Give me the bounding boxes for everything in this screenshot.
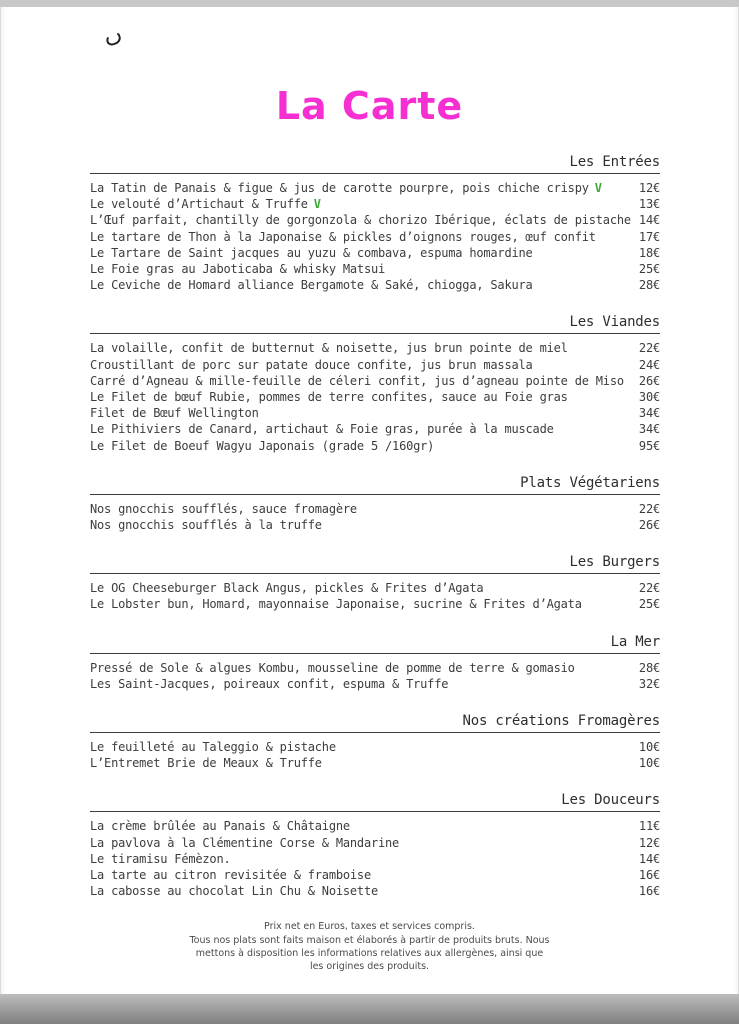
scan-edge-bottom — [0, 994, 739, 1024]
menu-item — [90, 501, 660, 517]
menu-item — [90, 660, 660, 676]
item-price: 16€ — [638, 868, 660, 883]
item-price: 30€ — [638, 390, 660, 405]
item-price: 24€ — [638, 357, 660, 372]
menu-item — [90, 883, 660, 899]
page-title: La Carte — [275, 84, 464, 128]
menu-item — [90, 867, 660, 883]
item-label: Le tiramisu Fémèzon. — [90, 851, 231, 866]
menu-item — [90, 421, 660, 437]
item-price: 95€ — [638, 438, 660, 453]
item-price: 10€ — [638, 740, 660, 755]
footer-line: Prix net en Euros, taxes et services compris. — [264, 921, 475, 933]
section-title: Les Entrées — [90, 154, 660, 174]
item-label: L’Œuf parfait, chantilly de gorgonzola & chorizo Ibérique, éclats de pistache — [90, 213, 631, 228]
menu-section — [90, 314, 660, 453]
menu-item — [90, 389, 660, 405]
item-price: 26€ — [638, 518, 660, 533]
item-label: Les Saint-Jacques, poireaux confit, espuma & Truffe — [90, 676, 449, 691]
menu-item — [90, 373, 660, 389]
item-label: Le Pithiviers de Canard, artichaut & Foie gras, purée à la muscade — [90, 422, 554, 437]
item-price: 12€ — [638, 181, 660, 195]
menu-item — [90, 739, 660, 755]
section-title: Les Viandes — [90, 314, 660, 334]
menu-item — [90, 357, 660, 373]
menu-item — [90, 180, 660, 196]
item-label: Le Lobster bun, Homard, mayonnaise Japonaise, sucrine & Frites d’Agata — [90, 597, 582, 612]
item-label: Croustillant de porc sur patate douce confite, jus brun massala — [90, 357, 533, 372]
item-price: 22€ — [638, 341, 660, 356]
section-title: La Mer — [90, 634, 660, 654]
section-title: Les Burgers — [90, 554, 660, 574]
item-price: 26€ — [638, 373, 660, 388]
menu-item — [90, 438, 660, 454]
item-price: 13€ — [638, 197, 660, 212]
item-price: 25€ — [638, 597, 660, 612]
menu-item — [90, 229, 660, 245]
menu-item — [90, 835, 660, 851]
item-price: 17€ — [638, 229, 660, 244]
menu-item — [90, 277, 660, 293]
item-label: Le Ceviche de Homard alliance Bergamote & Saké, chiogga, Sakura — [90, 278, 533, 293]
menu-section — [90, 554, 660, 612]
section-title: Les Douceurs — [90, 792, 660, 812]
menu-sections — [90, 154, 660, 899]
menu-item — [90, 405, 660, 421]
footer-line: mettons à disposition les informations relatives aux allergènes, ainsi que — [195, 948, 544, 960]
item-label: Le OG Cheeseburger Black Angus, pickles & Frites d’Agata — [90, 581, 484, 596]
menu-section — [90, 792, 660, 899]
item-price: 14€ — [638, 213, 660, 228]
item-label: Le velouté d’Artichaut & Truffe — [90, 197, 308, 212]
item-label: Nos gnocchis soufflés à la truffe — [90, 518, 322, 533]
item-label: Carré d’Agneau & mille-feuille de céleri confit, jus d’agneau pointe de Miso — [90, 373, 624, 388]
menu-item — [90, 517, 660, 533]
section-title: Plats Végétariens — [90, 475, 660, 495]
item-label: Le Filet de Boeuf Wagyu Japonais (grade 5 /160gr) — [90, 438, 435, 453]
item-label: Le Foie gras au Jaboticaba & whisky Matsui — [90, 262, 386, 277]
item-price: 11€ — [638, 819, 660, 834]
item-price: 12€ — [638, 835, 660, 850]
menu-section — [90, 713, 660, 771]
menu-item — [90, 596, 660, 612]
footer-line: Tous nos plats sont faits maison et élaborés à partir de produits bruts. Nous — [189, 934, 550, 946]
scan-edge-top — [0, 0, 739, 7]
item-label: Le Tartare de Saint jacques au yuzu & combava, espuma homardine — [90, 245, 533, 260]
menu-item — [90, 580, 660, 596]
menu-section — [90, 475, 660, 533]
item-label: Le tartare de Thon à la Japonaise & pickles d’oignons rouges, œuf confit — [90, 229, 596, 244]
menu-section — [90, 154, 660, 293]
item-price: 28€ — [638, 278, 660, 293]
item-label: Nos gnocchis soufflés, sauce fromagère — [90, 501, 357, 516]
menu-item — [90, 261, 660, 277]
item-price: 28€ — [638, 660, 660, 675]
vegetarian-icon: V — [594, 181, 602, 195]
item-price: 32€ — [638, 676, 660, 691]
menu-item — [90, 851, 660, 867]
menu-item — [90, 196, 660, 212]
menu-item — [90, 212, 660, 228]
item-price: 34€ — [638, 422, 660, 437]
section-title: Nos créations Fromagères — [90, 713, 660, 733]
item-price: 22€ — [638, 581, 660, 596]
item-label: Le feuilleté au Taleggio & pistache — [90, 740, 336, 755]
footer-line: les origines des produits. — [309, 961, 430, 973]
menu-item — [90, 676, 660, 692]
menu-item — [90, 340, 660, 356]
item-label: L’Entremet Brie de Meaux & Truffe — [90, 756, 322, 771]
item-label: La crème brûlée au Panais & Châtaigne — [90, 819, 350, 834]
menu-item — [90, 818, 660, 834]
item-price: 34€ — [638, 406, 660, 421]
item-price: 16€ — [638, 884, 660, 899]
item-price: 10€ — [638, 756, 660, 771]
vegetarian-icon: V — [313, 197, 321, 212]
item-price: 18€ — [638, 245, 660, 260]
item-label: La cabosse au chocolat Lin Chu & Noisette — [90, 884, 379, 899]
item-label: La pavlova à la Clémentine Corse & Mandarine — [90, 835, 400, 850]
menu-item — [90, 245, 660, 261]
item-price: 14€ — [638, 851, 660, 866]
menu-section — [90, 634, 660, 692]
item-label: La Tatin de Panais & figue & jus de carotte pourpre, pois chiche crispy — [90, 181, 589, 195]
item-label: La tarte au citron revisitée & framboise — [90, 868, 371, 883]
item-label: Filet de Bœuf Wellington — [90, 406, 259, 421]
item-label: Le Filet de bœuf Rubie, pommes de terre confites, sauce au Foie gras — [90, 390, 568, 405]
item-label: La volaille, confit de butternut & noisette, jus brun pointe de miel — [90, 341, 568, 356]
menu-item — [90, 755, 660, 771]
footer-note — [0, 920, 739, 973]
item-price: 22€ — [638, 501, 660, 516]
item-label: Pressé de Sole & algues Kombu, mousseline de pomme de terre & gomasio — [90, 660, 575, 675]
item-price: 25€ — [638, 262, 660, 277]
